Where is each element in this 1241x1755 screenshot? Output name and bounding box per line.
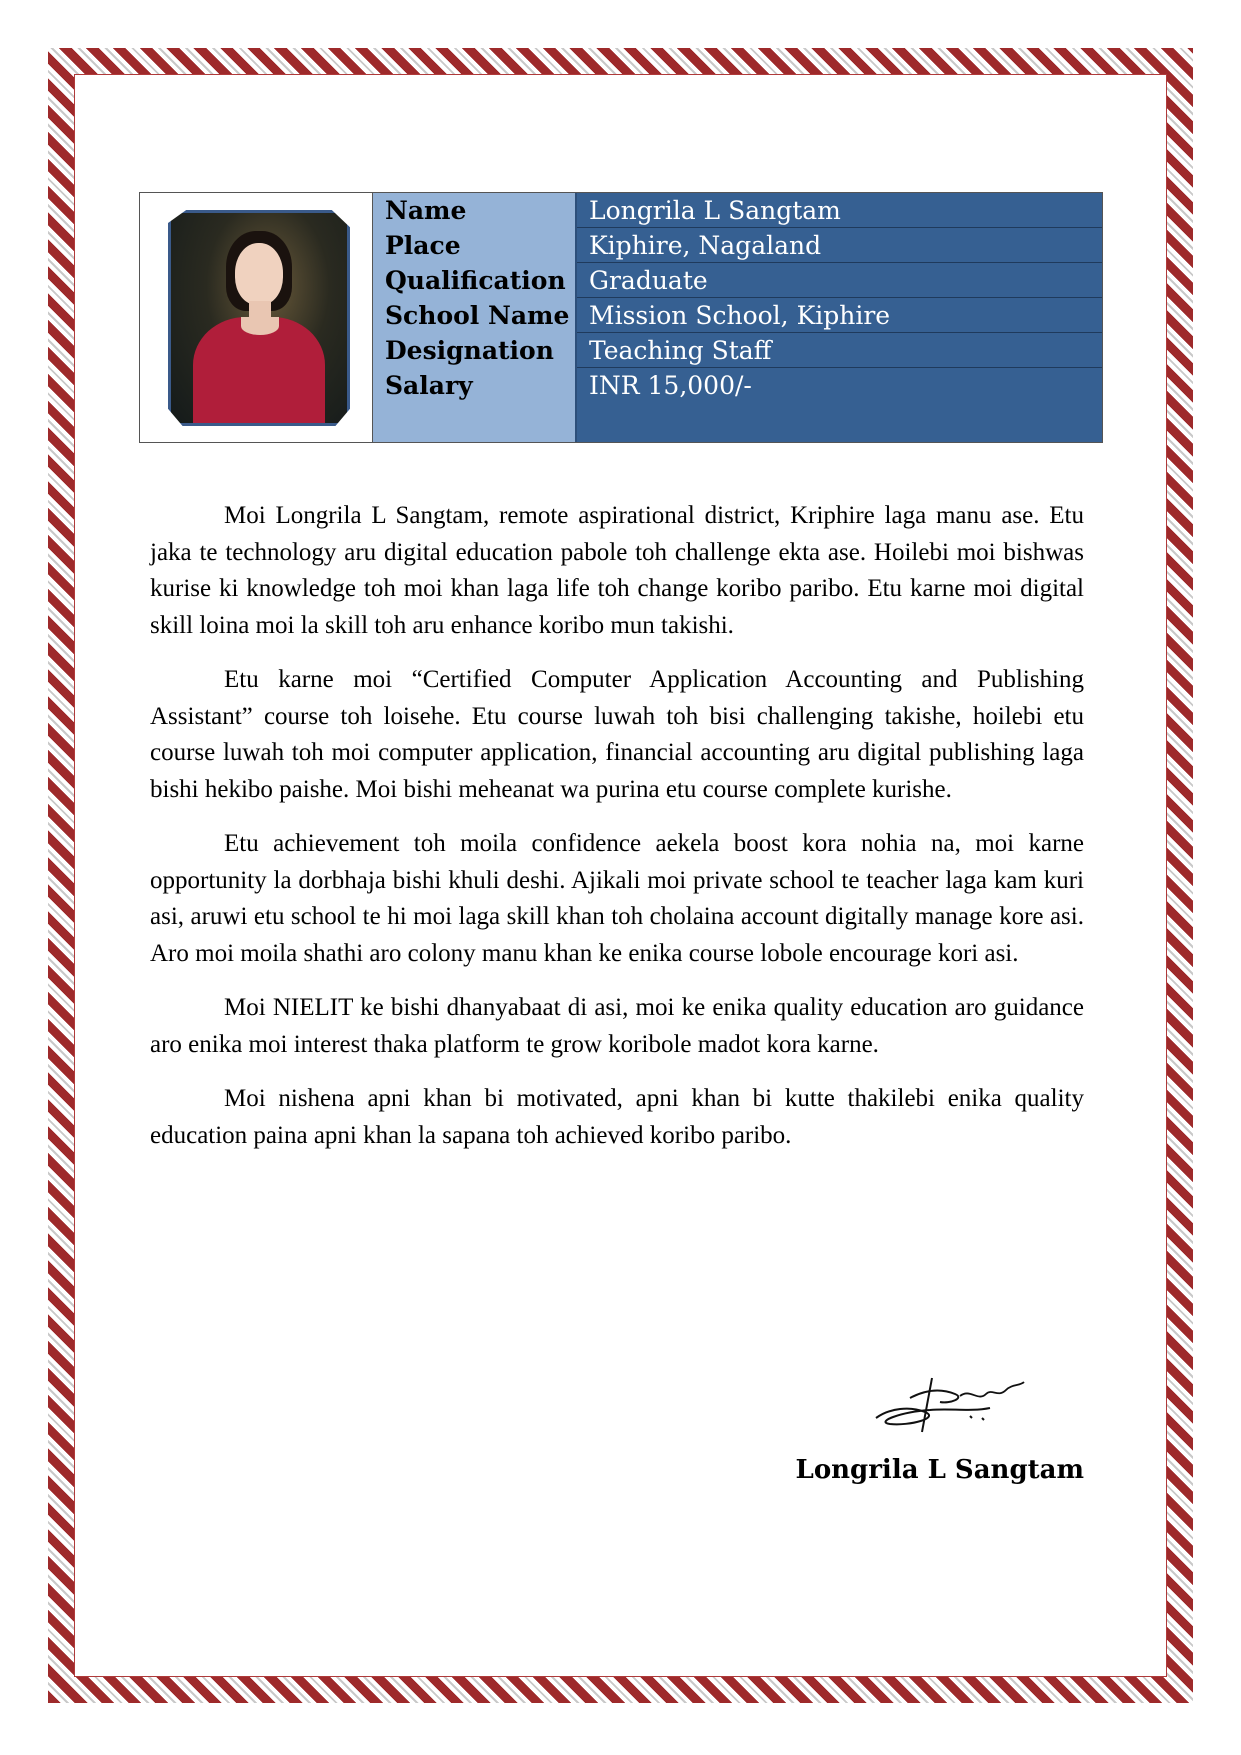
photo-cell — [140, 193, 373, 442]
field-label: Place — [373, 228, 577, 263]
row-designation — [373, 333, 1102, 368]
handwritten-signature — [870, 1368, 1030, 1438]
row-salary — [373, 368, 1102, 442]
paragraph: Etu achievement toh moila confidence aekela boost kora nohia na, moi karne opportunity la dorbhaja bishi khuli deshi. Ajikali moi private school te teacher laga kam kuri asi, aruwi etu school te hi moi laga skill khan toh cholaina account digitally manage kore asi. Aro moi moila shathi aro colony manu khan ke enika course lobole encourage kori asi. — [150, 830, 1084, 967]
paragraph: Etu karne moi “Certified Computer Application Accounting and Publishing Assistant” course toh loisehe. Etu course luwah toh bisi challenging takishe, hoilebi etu course luwah toh moi computer application, financial accounting aru digital publishing laga bishi hekibo paishe. Moi bishi meheanat wa purina etu course complete kurishe. — [150, 666, 1084, 803]
field-value: Mission School, Kiphire — [577, 298, 1102, 333]
field-label: Designation — [373, 333, 577, 368]
row-qualification — [373, 263, 1102, 298]
field-value: Teaching Staff — [577, 333, 1102, 368]
row-place — [373, 228, 1102, 263]
profile-table — [139, 192, 1103, 443]
profile-fields — [373, 193, 1102, 442]
field-value: Longrila L Sangtam — [577, 193, 1102, 228]
testimonial-body — [150, 498, 1084, 1172]
field-label: School Name — [373, 298, 577, 333]
field-value: Kiphire, Nagaland — [577, 228, 1102, 263]
field-label: Name — [373, 193, 577, 228]
row-name — [373, 193, 1102, 228]
field-label: Salary — [373, 368, 577, 442]
paragraph: Moi NIELIT ke bishi dhanyabaat di asi, moi ke enika quality education aro guidance aro enika moi interest thaka platform te grow koribole madot kora karne. — [150, 994, 1084, 1058]
field-value: Graduate — [577, 263, 1102, 298]
field-label: Qualification — [373, 263, 577, 298]
paragraph: Moi Longrila L Sangtam, remote aspirational district, Kriphire laga manu ase. Etu jaka te technology aru digital education pabole toh challenge ekta ase. Hoilebi moi bishwas kurise ki knowledge toh moi khan laga life toh change koribo paribo. Etu karne moi digital skill loina moi la skill toh aru enhance koribo mun takishi. — [150, 502, 1084, 639]
paragraph: Moi nishena apni khan bi motivated, apni khan bi kutte thakilebi enika quality education paina apni khan la sapana toh achieved koribo paribo. — [150, 1085, 1084, 1149]
row-school-name — [373, 298, 1102, 333]
signer-name: Longrila L Sangtam — [795, 1455, 1084, 1485]
profile-photo — [168, 210, 350, 426]
field-value: INR 15,000/- — [577, 368, 1102, 442]
